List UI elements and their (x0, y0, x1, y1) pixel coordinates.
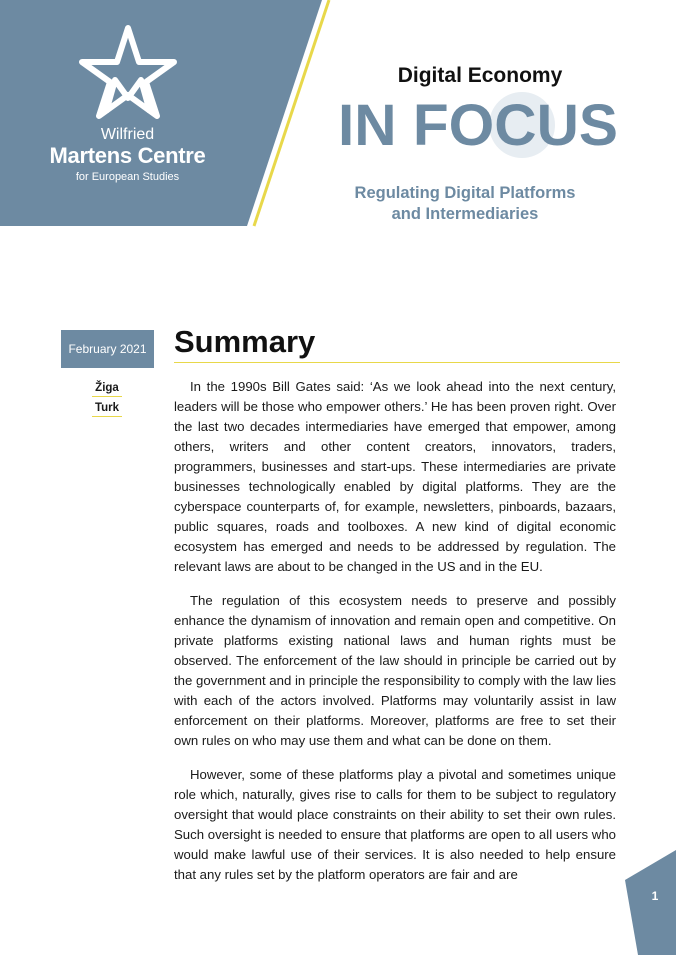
summary-body (174, 377, 616, 899)
org-name-line3: for European Studies (75, 171, 180, 183)
subtitle-line2: and Intermediaries (391, 205, 539, 223)
subtitle-line1: Regulating Digital Platforms (354, 184, 576, 202)
org-name-line2: Martens Centre (49, 143, 206, 168)
summary-heading: Summary (174, 324, 316, 359)
page-number: 1 (651, 889, 659, 903)
series-title: Digital Economy (397, 64, 563, 87)
document-subtitle (320, 183, 610, 225)
in-focus-text: IN FOCUS (338, 93, 618, 158)
author-last-name: Turk (92, 402, 122, 417)
paragraph-3: However, some of these platforms play a pivotal and sometimes unique role which, naturally, gives rise to calls for them to be subject to regulatory oversight that would place constraints on their ability to set their own rules. Such oversight is needed to ensure that platforms are open to all users who would make lawful use of their services. It is also needed to help ensure that any rules set by the platform operators are fair and are (174, 767, 616, 882)
in-focus-title (333, 85, 623, 165)
paragraph-2: The regulation of this ecosystem needs to preserve and possibly enhance the dynamism of innovation and remain open and competitive. On private platforms existing national laws and human rights must be observed. The enforcement of the law should in principle be carried out by the government and in principle the responsibility to comply with the law lies with each of the actors involved. Platforms may voluntarily assist in law enforcement on their platforms. Moreover, platforms are free to set their own rules on who may use them and what can be done on them. (174, 593, 617, 748)
org-name-line1: Wilfried (100, 126, 155, 143)
author-first-name: Žiga (92, 382, 122, 397)
paragraph-1: In the 1990s Bill Gates said: ‘As we look ahead into the next century, leaders will be those who empower others.’ He has been proven right. Over the last two decades intermediaries have emerged that empower, among others, writers and other content creators, innovators, traders, programmers, businesses and start-ups. These intermediaries are private businesses technologically enabled by digital platforms. They are the cyberspace counterparts of, for example, newsletters, pinboards, bazaars, public squares, roads and toolboxes. A new kind of digital economic ecosystem has emerged and needs to be addressed by regulation. The relevant laws are about to be changed in the US and in the EU. (174, 379, 616, 574)
org-logo (0, 22, 255, 183)
star-logo-icon (73, 22, 183, 122)
date-badge: February 2021 (61, 330, 154, 368)
heading-divider (174, 362, 620, 363)
